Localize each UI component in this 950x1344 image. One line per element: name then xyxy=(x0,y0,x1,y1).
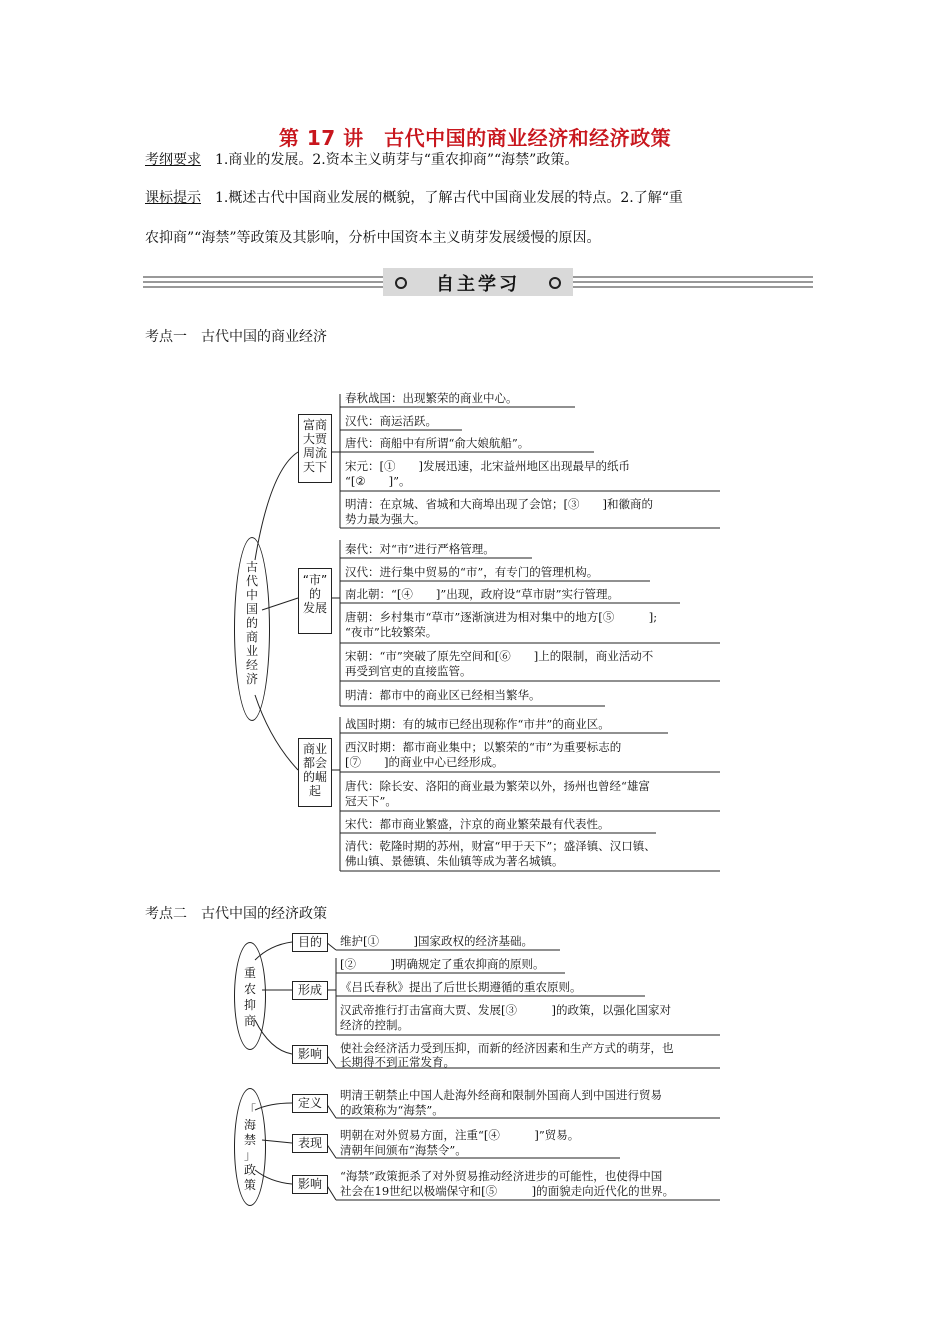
banner-label: 自主学习 xyxy=(436,274,520,295)
curriculum-text-2: 农抑商”“海禁”等政策及其影响，分析中国资本主义萌芽发展缓慢的原因。 xyxy=(145,230,601,246)
list-item: “夜市”比较繁荣。 xyxy=(345,625,438,639)
list-item: 汉代：商运活跃。 xyxy=(345,414,437,428)
branch-market: “市” 的 发展 xyxy=(298,568,332,634)
root-oval-agriculture: 重 农 抑 商 xyxy=(234,942,266,1050)
list-item: 再受到官吏的直接监管。 xyxy=(345,664,472,678)
list-item: 维护[① ]国家政权的经济基础。 xyxy=(340,934,533,948)
root-oval-commerce xyxy=(234,537,270,721)
page-title: 第 17 讲 古代中国的商业经济和经济政策 xyxy=(278,126,672,150)
list-item: 佛山镇、景德镇、朱仙镇等成为著名城镇。 xyxy=(345,854,564,868)
list-item: “[② ]”。 xyxy=(345,474,411,488)
branch-merchants: 富商 大贾 周流 天下 xyxy=(298,414,332,483)
list-item: 明清：都市中的商业区已经相当繁华。 xyxy=(345,688,541,702)
node-impact: 影响 xyxy=(292,1045,328,1064)
list-item: “海禁”政策扼杀了对外贸易推动经济进步的可能性，也使得中国 xyxy=(340,1169,663,1183)
list-item: 春秋战国：出现繁荣的商业中心。 xyxy=(345,391,518,405)
list-item: 宋朝：“市”突破了原先空间和[⑥ ]上的限制，商业活动不 xyxy=(345,649,654,663)
list-item: 社会在19世纪以极端保守和[⑤ ]的面貌走向近代化的世界。 xyxy=(340,1184,675,1198)
list-item: 秦代：对“市”进行严格管理。 xyxy=(345,542,495,556)
node-purpose: 目的 xyxy=(292,933,328,952)
root-label-commerce: 古 代 中 国 的 商 业 经 济 xyxy=(245,560,258,686)
section-two-heading: 考点二 古代中国的经济政策 xyxy=(145,906,327,922)
list-item: [② ]明确规定了重农抑商的原则。 xyxy=(340,957,545,971)
curriculum-text-1: 1.概述古代中国商业发展的概貌，了解古代中国商业发展的特点。2.了解“重 xyxy=(215,190,683,206)
list-item: 《吕氏春秋》提出了后世长期遵循的重农原则。 xyxy=(340,980,582,994)
list-item: 明清：在京城、省城和大商埠出现了会馆；[③ ]和徽商的 xyxy=(345,497,653,511)
list-item: 明清王朝禁止中国人赴海外经商和限制外国商人到中国进行贸易 xyxy=(340,1088,662,1102)
node-formation: 形成 xyxy=(292,981,328,1000)
node-impact: 影响 xyxy=(292,1175,328,1194)
branch-cities: 商业 都会 的崛 起 xyxy=(298,738,332,807)
list-item: 使社会经济活力受到压抑，而新的经济因素和生产方式的萌芽，也 xyxy=(340,1041,674,1055)
list-item: 汉武帝推行打击富商大贾、发展[③ ]的政策，以强化国家对 xyxy=(340,1003,671,1017)
list-item: 经济的控制。 xyxy=(340,1018,409,1032)
list-item: 冠天下”。 xyxy=(345,794,397,808)
list-item: 唐代：商船中有所谓“俞大娘航船”。 xyxy=(345,436,530,450)
syllabus-text: 1.商业的发展。2.资本主义萌芽与“重农抑商”“海禁”政策。 xyxy=(215,152,579,168)
list-item: 唐代：除长安、洛阳的商业最为繁荣以外，扬州也曾经“雄富 xyxy=(345,779,650,793)
list-item: 清代：乾隆时期的苏州，财富“甲于天下”；盛泽镇、汉口镇、 xyxy=(345,839,656,853)
list-item: 势力最为强大。 xyxy=(345,512,426,526)
section-one-heading: 考点一 古代中国的商业经济 xyxy=(145,329,327,345)
list-item: 战国时期：有的城市已经出现称作“市井”的商业区。 xyxy=(345,717,610,731)
list-item: 清朝年间颁布“海禁令”。 xyxy=(340,1143,467,1157)
curriculum-label: 课标提示 xyxy=(145,190,201,206)
list-item: 唐朝：乡村集市“草市”逐渐演进为相对集中的地方[⑤ ]; xyxy=(345,610,658,624)
list-item: 南北朝：“[④ ]”出现，政府设“草市尉”实行管理。 xyxy=(345,587,619,601)
node-manifestation: 表现 xyxy=(292,1134,328,1153)
list-item: 明朝在对外贸易方面，注重“[④ ]”贸易。 xyxy=(340,1128,580,1142)
list-item: 的政策称为“海禁”。 xyxy=(340,1103,444,1117)
syllabus-label: 考纲要求 xyxy=(145,152,201,168)
list-item: 宋元：[① ]发展迅速，北宋益州地区出现最早的纸币 xyxy=(345,459,630,473)
list-item: [⑦ ]的商业中心已经形成。 xyxy=(345,755,504,769)
node-definition: 定义 xyxy=(292,1094,328,1113)
list-item: 长期得不到正常发育。 xyxy=(340,1055,455,1069)
list-item: 汉代：进行集中贸易的“市”，有专门的管理机构。 xyxy=(345,565,599,579)
root-oval-haijin: 「 海 禁 」 政 策 xyxy=(234,1088,266,1206)
list-item: 西汉时期：都市商业集中；以繁荣的“市”为重要标志的 xyxy=(345,740,622,754)
list-item: 宋代：都市商业繁盛，汴京的商业繁荣最有代表性。 xyxy=(345,817,610,831)
